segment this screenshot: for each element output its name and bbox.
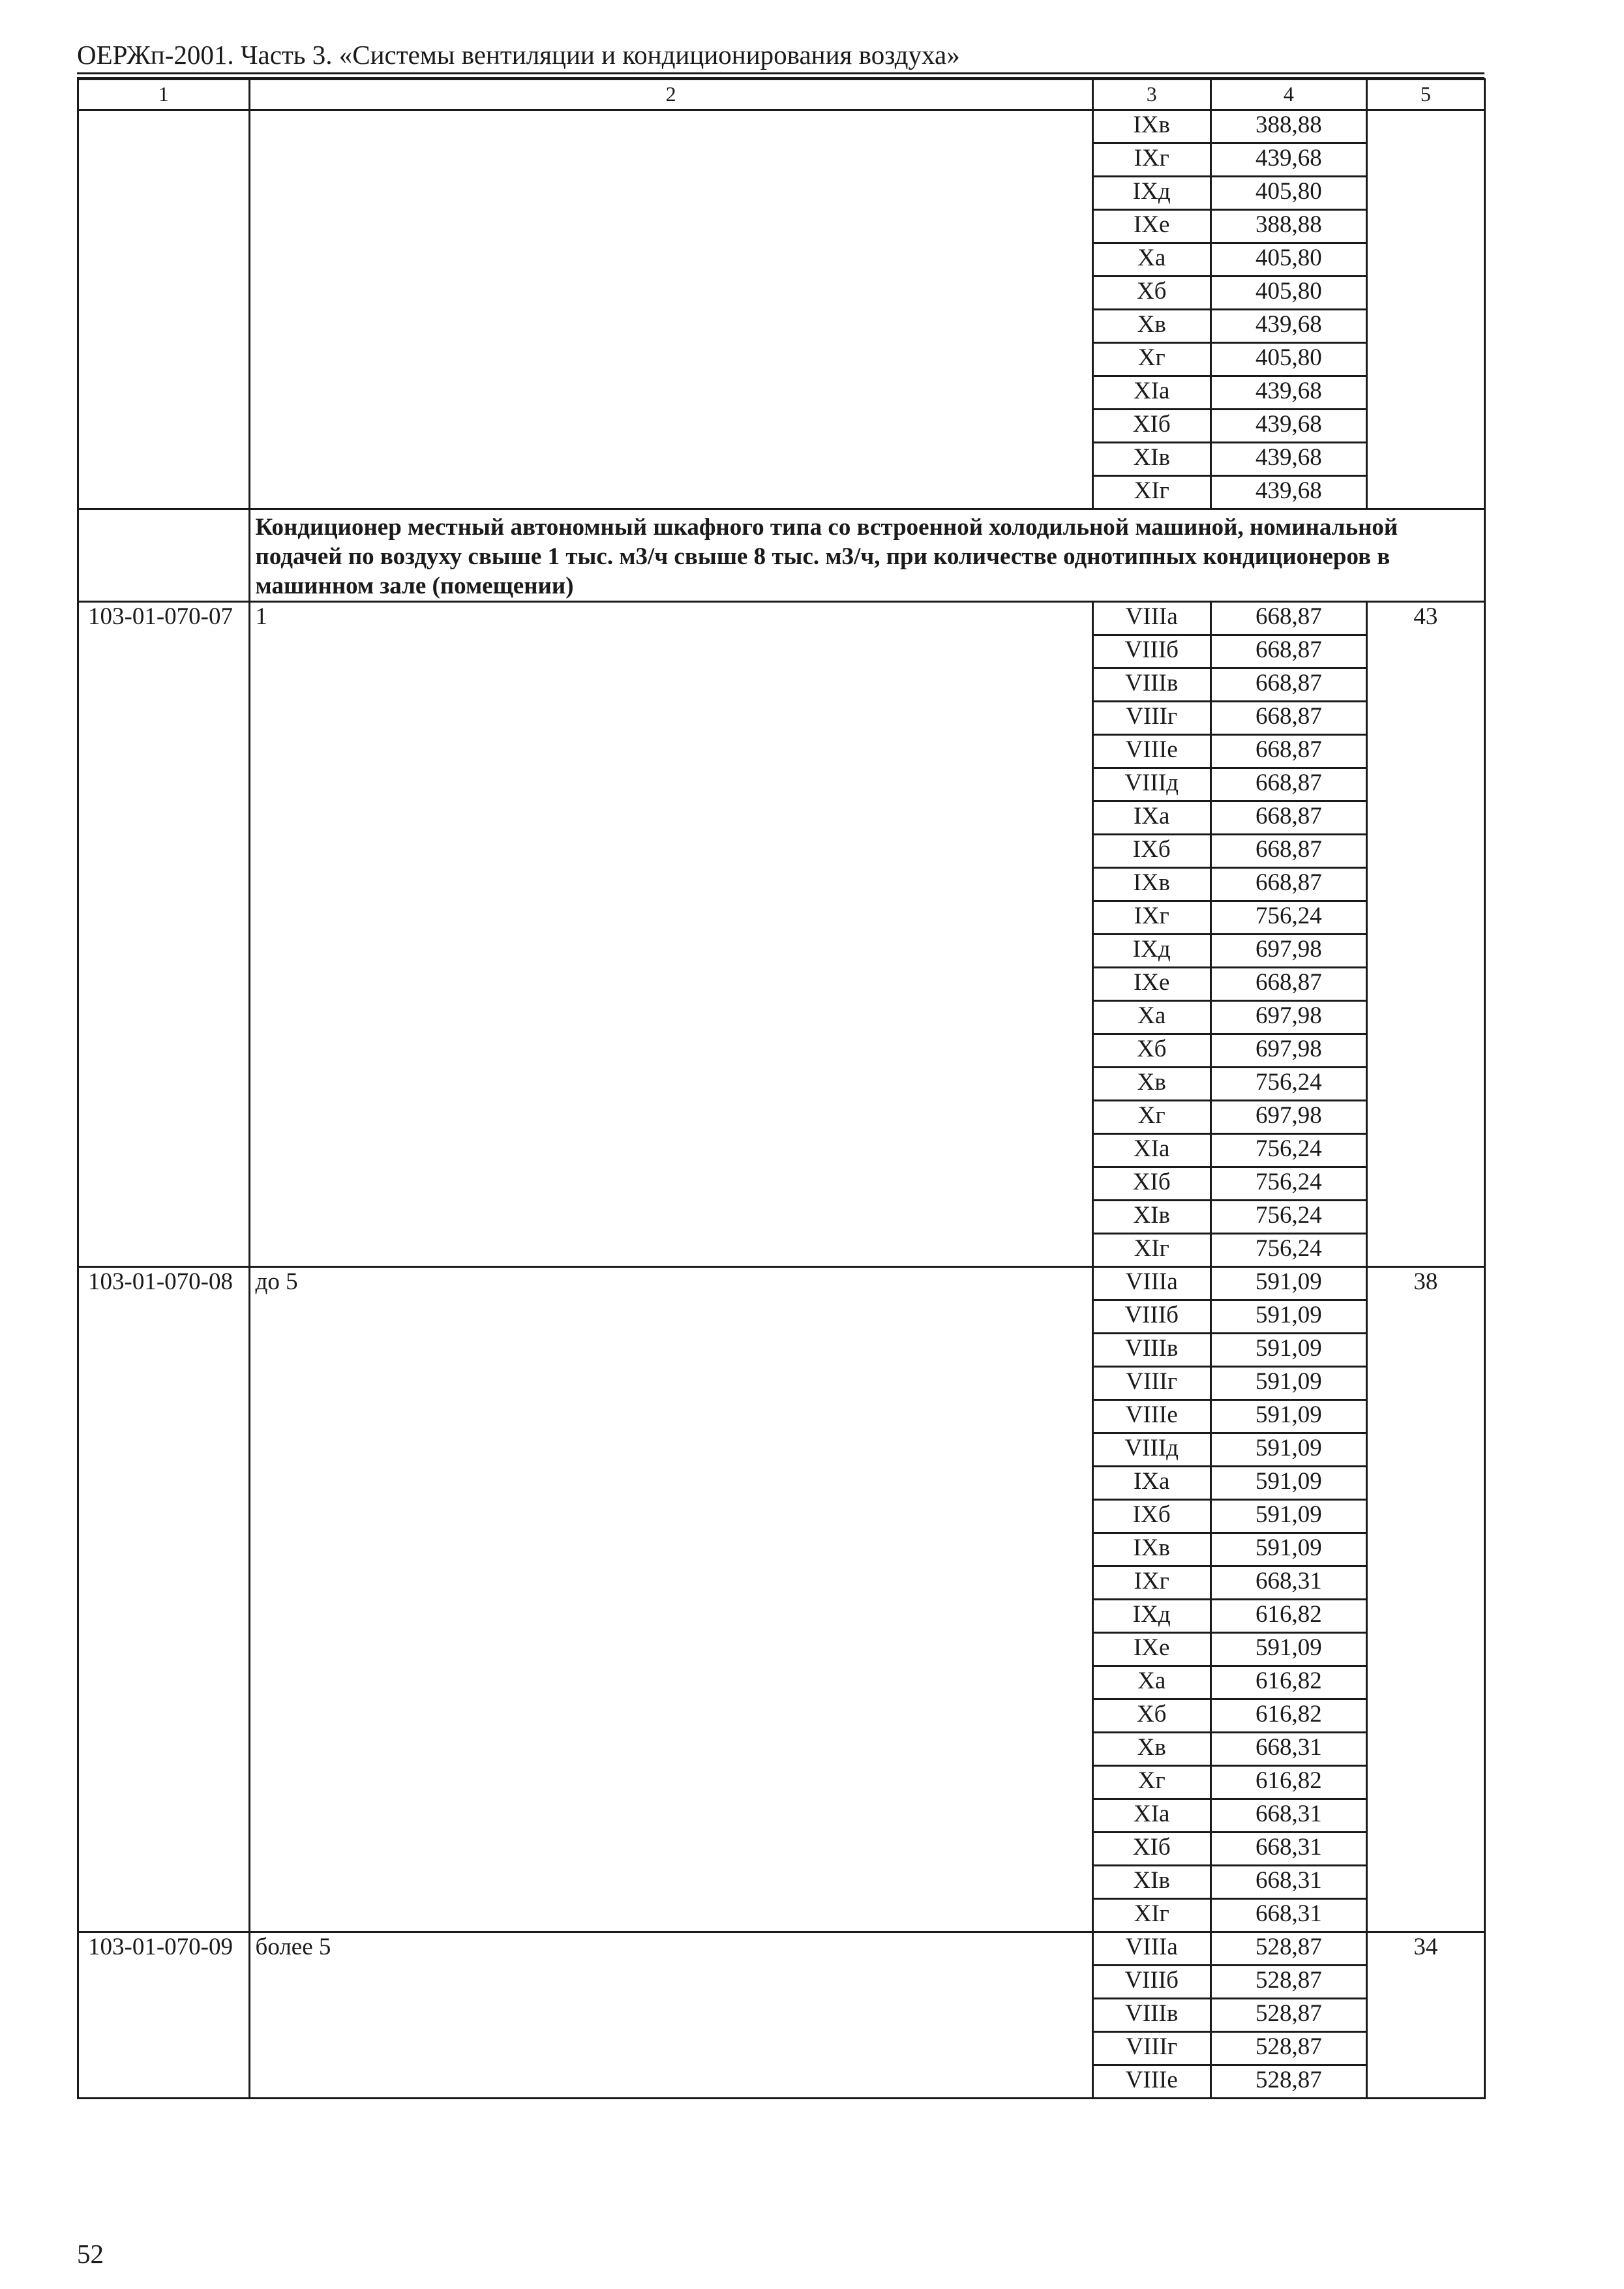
price-cell: 668,31 [1210,1566,1366,1600]
zone-cell: IXе [1092,968,1210,1001]
column-number-row [78,80,1485,110]
zone-cell: XIв [1092,1201,1210,1234]
zone-cell: XIа [1092,1799,1210,1833]
zone-cell: Xа [1092,243,1210,277]
zone-cell: Xб [1092,277,1210,310]
zone-cell: IXг [1092,143,1210,177]
col5-cell [1366,110,1484,509]
table-row [78,602,1485,635]
code-cell [78,509,250,602]
price-cell: 528,87 [1210,1932,1366,1966]
price-cell: 756,24 [1210,901,1366,935]
zone-cell: XIб [1092,1167,1210,1201]
zone-cell: Xг [1092,1101,1210,1134]
price-cell: 591,09 [1210,1367,1366,1400]
zone-cell: VIIIд [1092,1433,1210,1467]
price-cell: 668,87 [1210,635,1366,668]
zone-cell: IXг [1092,1566,1210,1600]
zone-cell: VIIIг [1092,1367,1210,1400]
price-cell: 528,87 [1210,1966,1366,1999]
zone-cell: XIб [1092,1833,1210,1866]
zone-cell: Xв [1092,310,1210,343]
price-cell: 591,09 [1210,1467,1366,1500]
price-cell: 439,68 [1210,143,1366,177]
price-cell: 668,31 [1210,1866,1366,1899]
zone-cell: Xа [1092,1666,1210,1699]
price-cell: 591,09 [1210,1533,1366,1566]
price-cell: 616,82 [1210,1766,1366,1799]
zone-cell: IXв [1092,1533,1210,1566]
zone-cell: XIв [1092,443,1210,476]
price-cell: 756,24 [1210,1167,1366,1201]
table-row [78,1932,1485,1966]
zone-cell: VIIIв [1092,1999,1210,2032]
price-cell: 388,88 [1210,110,1366,143]
price-cell: 668,87 [1210,702,1366,735]
price-cell: 439,68 [1210,443,1366,476]
zone-cell: IXг [1092,901,1210,935]
price-cell: 591,09 [1210,1267,1366,1300]
code-cell: 103-01-070-08 [78,1267,250,1932]
page-number: 52 [77,2239,104,2269]
column-number-1: 1 [78,80,250,110]
zone-cell: VIIIв [1092,1334,1210,1367]
price-cell: 668,87 [1210,801,1366,835]
zone-cell: XIг [1092,476,1210,509]
zone-cell: IXе [1092,1633,1210,1666]
section-title-row [78,509,1485,602]
price-cell: 616,82 [1210,1600,1366,1633]
zone-cell: XIб [1092,410,1210,443]
price-cell: 388,88 [1210,210,1366,243]
price-cell: 668,87 [1210,835,1366,868]
zone-cell: VIIIг [1092,2032,1210,2065]
price-cell: 591,09 [1210,1400,1366,1433]
description-cell: 1 [249,602,1092,1267]
price-cell: 591,09 [1210,1334,1366,1367]
code-cell [78,110,250,509]
code-cell: 103-01-070-09 [78,1932,250,2099]
zone-cell: IXд [1092,935,1210,968]
zone-cell: VIIIе [1092,2065,1210,2099]
zone-cell: XIв [1092,1866,1210,1899]
price-cell: 756,24 [1210,1234,1366,1267]
price-cell: 697,98 [1210,935,1366,968]
zone-cell: IXв [1092,868,1210,901]
zone-cell: VIIIг [1092,702,1210,735]
column-number-5: 5 [1366,80,1484,110]
column-number-2: 2 [249,80,1092,110]
col5-cell: 38 [1366,1267,1484,1932]
price-cell: 591,09 [1210,1500,1366,1533]
price-cell: 591,09 [1210,1300,1366,1334]
zone-cell: VIIIа [1092,602,1210,635]
description-cell [249,110,1092,509]
zone-cell: VIIIб [1092,1966,1210,1999]
zone-cell: Xб [1092,1699,1210,1733]
price-cell: 668,87 [1210,668,1366,702]
price-cell: 439,68 [1210,376,1366,410]
column-number-3: 3 [1092,80,1210,110]
zone-cell: VIIIе [1092,735,1210,768]
price-cell: 697,98 [1210,1034,1366,1068]
price-cell: 405,80 [1210,243,1366,277]
zone-cell: IXб [1092,835,1210,868]
price-cell: 616,82 [1210,1666,1366,1699]
zone-cell: Xв [1092,1733,1210,1766]
price-cell: 439,68 [1210,476,1366,509]
zone-cell: Xб [1092,1034,1210,1068]
price-cell: 591,09 [1210,1633,1366,1666]
price-cell: 668,31 [1210,1833,1366,1866]
price-cell: 668,87 [1210,768,1366,801]
rates-table [77,78,1486,2099]
zone-cell: VIIIа [1092,1267,1210,1300]
zone-cell: IXд [1092,177,1210,210]
price-cell: 591,09 [1210,1433,1366,1467]
col5-cell: 43 [1366,602,1484,1267]
price-cell: 668,87 [1210,968,1366,1001]
price-cell: 439,68 [1210,410,1366,443]
zone-cell: IXа [1092,801,1210,835]
price-cell: 668,87 [1210,735,1366,768]
table-row [78,110,1485,143]
price-cell: 439,68 [1210,310,1366,343]
zone-cell: IXа [1092,1467,1210,1500]
price-cell: 668,87 [1210,602,1366,635]
zone-cell: VIIIб [1092,635,1210,668]
price-cell: 668,31 [1210,1733,1366,1766]
price-cell: 756,24 [1210,1201,1366,1234]
zone-cell: IXв [1092,110,1210,143]
zone-cell: Xв [1092,1068,1210,1101]
price-cell: 405,80 [1210,177,1366,210]
price-cell: 668,31 [1210,1799,1366,1833]
zone-cell: Xа [1092,1001,1210,1034]
zone-cell: VIIIд [1092,768,1210,801]
zone-cell: IXд [1092,1600,1210,1633]
price-cell: 528,87 [1210,2065,1366,2099]
zone-cell: IXб [1092,1500,1210,1533]
zone-cell: VIIIв [1092,668,1210,702]
zone-cell: IXе [1092,210,1210,243]
price-cell: 756,24 [1210,1068,1366,1101]
description-cell: более 5 [249,1932,1092,2099]
price-cell: 668,87 [1210,868,1366,901]
column-number-4: 4 [1210,80,1366,110]
zone-cell: XIа [1092,1134,1210,1167]
price-cell: 528,87 [1210,2032,1366,2065]
zone-cell: XIг [1092,1234,1210,1267]
zone-cell: Xг [1092,343,1210,376]
zone-cell: XIг [1092,1899,1210,1932]
price-cell: 756,24 [1210,1134,1366,1167]
zone-cell: VIIIе [1092,1400,1210,1433]
zone-cell: VIIIб [1092,1300,1210,1334]
col5-cell: 34 [1366,1932,1484,2099]
zone-cell: VIIIа [1092,1932,1210,1966]
page-header: ОЕРЖп-2001. Часть 3. «Системы вентиляции и кондиционирования воздуха» [77,40,960,70]
price-cell: 697,98 [1210,1101,1366,1134]
code-cell: 103-01-070-07 [78,602,250,1267]
description-cell: до 5 [249,1267,1092,1932]
zone-cell: XIа [1092,376,1210,410]
section-title: Кондиционер местный автономный шкафного типа со встроенной холодильной машиной, номинальной подачей по воздуху свыше 1 тыс. м3/ч свыше 8 тыс. м3/ч, при количестве однотипных кондиционеров в машинном зале (помещении) [249,509,1485,602]
price-cell: 528,87 [1210,1999,1366,2032]
price-cell: 405,80 [1210,277,1366,310]
price-cell: 697,98 [1210,1001,1366,1034]
header-rule-thick [77,72,1484,74]
zone-cell: Xг [1092,1766,1210,1799]
price-cell: 405,80 [1210,343,1366,376]
price-cell: 616,82 [1210,1699,1366,1733]
price-cell: 668,31 [1210,1899,1366,1932]
table-row [78,1267,1485,1300]
